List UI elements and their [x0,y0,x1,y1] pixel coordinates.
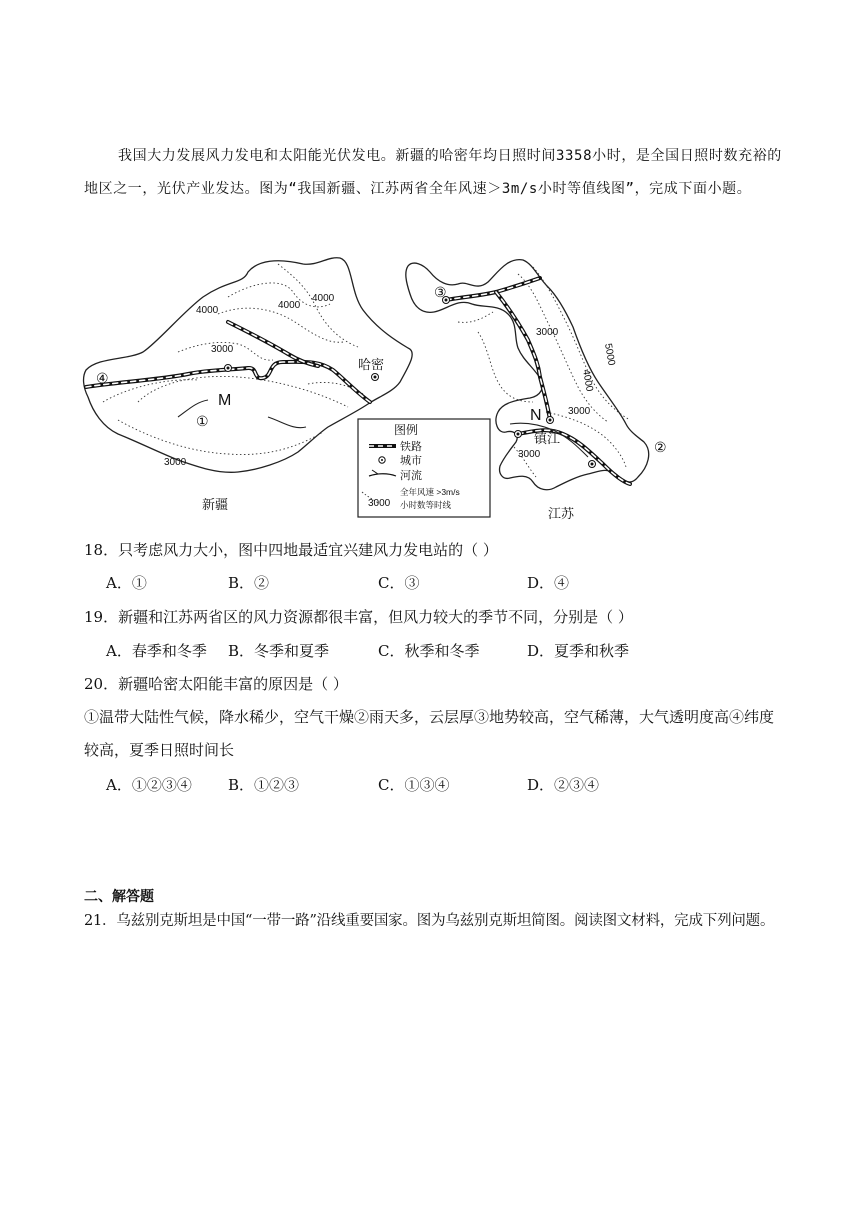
intro-text: 我国大力发展风力发电和太阳能光伏发电。新疆的哈密年均日照时间3358小时，是全国日照时数充裕的地区之一，光伏产业发达。图为“我国新疆、江苏两省全年风速＞3m/s小时等值线图”，完成下面小题。 [84,148,782,197]
intro-paragraph [84,140,784,206]
question-18-option-a[interactable]: A．① [106,574,147,592]
zhenjiang-label: 镇江 [534,431,561,446]
site-3-label: ③ [434,284,447,300]
question-19-option-d[interactable]: D．夏季和秋季 [527,642,630,660]
legend-title: 图例 [394,423,419,437]
question-19-stem: 19．新疆和江苏两省区的风力资源都很丰富，但风力较大的季节不同，分别是（ ） [84,608,633,626]
question-18-stem: 18．只考虑风力大小，图中四地最适宜兴建风力发电站的（ ） [84,541,498,559]
n-label: N [530,407,542,424]
contour-label-xj-1: 4000 [196,305,219,316]
question-20-stem: 20．新疆哈密太阳能丰富的原因是（ ） [84,675,348,693]
question-19-option-a[interactable]: A．春季和冬季 [106,642,207,660]
question-18-option-b[interactable]: B．② [228,574,270,592]
question-20-option-b[interactable]: B．①②③ [228,776,300,794]
legend-city: 城市 [400,455,422,467]
question-20-option-a[interactable]: A．①②③④ [106,776,192,794]
question-20-option-c[interactable]: C．①③④ [378,776,450,794]
wind-isoline-map [78,252,668,524]
map-legend [358,419,490,517]
question-20-statement-line1: ①温带大陆性气候，降水稀少，空气干燥②雨天多，云层厚③地势较高，空气稀薄，大气透明度高④纬度 [84,708,775,726]
question-19-option-c[interactable]: C．秋季和冬季 [378,642,480,660]
contour-label-js-2: 4000 [580,368,595,393]
question-20-option-d[interactable]: D．②③④ [527,776,600,794]
contour-label-js-4: 3000 [568,406,591,417]
question-18-option-c[interactable]: C．③ [378,574,420,592]
contour-label-xj-4: 3000 [211,344,234,355]
question-18-option-d[interactable]: D．④ [527,574,570,592]
question-20-statement-line2: 较高，夏季日照时间长 [84,741,235,759]
jiangsu-label: 江苏 [548,506,575,521]
contour-label-js-1: 3000 [536,327,559,338]
legend-railway: 铁路 [400,441,422,453]
legend-river: 河流 [400,470,422,482]
hami-label: 哈密 [358,357,385,372]
contour-label-xj-2: 4000 [278,300,301,311]
m-label: M [218,392,232,409]
site-4-label: ④ [96,370,109,386]
contour-label-js-5: 3000 [518,449,541,460]
xinjiang-label: 新疆 [202,497,229,512]
legend-isoline-line1: 全年风速 >3m/s [400,487,460,497]
site-1-label: ① [196,413,209,429]
contour-label-js-3: 5000 [602,342,617,367]
legend-isoline-value: 3000 [368,498,391,509]
section-2-title: 二、解答题 [84,889,154,905]
question-19-option-b[interactable]: B．冬季和夏季 [228,642,330,660]
contour-label-xj-3: 4000 [312,293,335,304]
site-2-label: ② [654,439,667,455]
question-21-stem: 21．乌兹别克斯坦是中国“一带一路”沿线重要国家。图为乌兹别克斯坦简图。阅读图文材料，完成下列问题。 [84,913,775,929]
contour-label-xj-5: 3000 [164,457,187,468]
legend-isoline-line2: 小时数等时线 [400,500,452,510]
